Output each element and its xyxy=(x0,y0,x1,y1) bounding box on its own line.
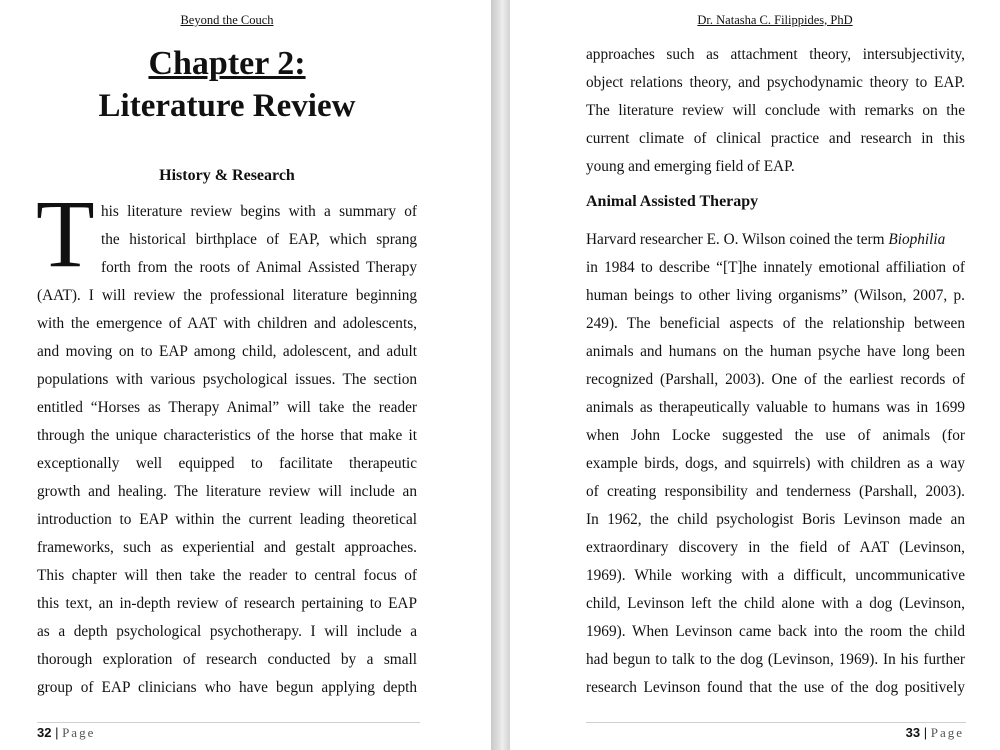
body-text-line: animals and humans on the human psyche have long been xyxy=(586,343,965,360)
section-heading-animal-assisted-therapy: Animal Assisted Therapy xyxy=(586,193,759,210)
body-text-line: this text, an in-depth review of research pertaining to EAP xyxy=(37,595,417,612)
page-number: 33 xyxy=(905,725,921,740)
body-text-line: (AAT). I will review the professional literature beginning xyxy=(37,287,417,304)
body-text-line: exceptionally well equipped to facilitate therapeutic xyxy=(37,455,417,472)
body-text-line: his literature review begins with a summary of xyxy=(101,203,417,220)
body-text-line: 249). The beneficial aspects of the relationship between xyxy=(586,315,965,332)
page-number-footer: 32 | Page xyxy=(37,725,96,740)
body-text-line: child, Levinson left the child alone with a dog (Levinson, xyxy=(586,595,965,612)
body-text-line: in 1984 to describe “[T]he innately emotional affiliation of xyxy=(586,259,965,276)
body-text-line: group of EAP clinicians who have begun applying depth xyxy=(37,679,417,696)
body-text-line: research Levinson found that the use of the dog positively xyxy=(586,679,965,696)
section-heading-history-research: History & Research xyxy=(159,167,295,184)
body-text-line: extraordinary discovery in the field of AAT (Levinson, xyxy=(586,539,965,556)
page-number-footer: 33 | Page xyxy=(905,725,964,740)
body-text-line: entitled “Horses as Therapy Animal” will take the reader xyxy=(37,399,417,416)
body-text-line: This chapter will then take the reader to central focus of xyxy=(37,567,417,584)
body-text-line: through the unique characteristics of the horse that make it xyxy=(37,427,417,444)
chapter-title: Literature Review xyxy=(98,88,356,124)
body-text-line: example birds, dogs, and squirrels) with children as a way xyxy=(586,455,965,472)
footer-divider xyxy=(37,722,420,723)
body-text-line xyxy=(586,230,965,250)
body-text-line: forth from the roots of Animal Assisted Therapy xyxy=(101,259,417,276)
body-text-line: approaches such as attachment theory, intersubjectivity, xyxy=(586,46,965,63)
book-spine-gutter xyxy=(491,0,510,750)
italic-term-biophilia: Biophilia xyxy=(888,231,946,248)
left-page xyxy=(0,0,491,750)
body-text-line: human beings to other living organisms” (Wilson, 2007, p. xyxy=(586,287,965,304)
body-text-line: object relations theory, and psychodynamic theory to EAP. xyxy=(586,74,965,91)
body-text-line: young and emerging field of EAP. xyxy=(586,158,795,175)
body-text-line: had begun to talk to the dog (Levinson, 1969). In his further xyxy=(586,651,965,668)
right-page xyxy=(510,0,1000,750)
body-text-line: recognized (Parshall, 2003). One of the earliest records of xyxy=(586,371,965,388)
body-text-line: when John Locke suggested the use of animals (for xyxy=(586,427,965,444)
body-text-line: In 1962, the child psychologist Boris Levinson made an xyxy=(586,511,965,528)
page-number: 32 xyxy=(37,725,52,740)
body-text-line: 1969). While working with a difficult, uncommunicative xyxy=(586,567,965,584)
running-head-author: Dr. Natasha C. Filippides, PhD xyxy=(697,13,853,27)
body-text-line: growth and healing. The literature review will include an xyxy=(37,483,417,500)
body-text-line: animals as therapeutically valuable to humans was in 1699 xyxy=(586,399,965,416)
drop-cap-letter: T xyxy=(36,180,95,287)
running-head-book-title: Beyond the Couch xyxy=(180,13,274,27)
body-text-line: current climate of clinical practice and research in this xyxy=(586,130,965,147)
body-text-line: frameworks, such as experiential and gestalt approaches. xyxy=(37,539,417,556)
body-text-line: of creating responsibility and tenderness (Parshall, 2003). xyxy=(586,483,965,500)
body-text-line: with the emergence of AAT with children and adolescents, xyxy=(37,315,417,332)
body-text-line: introduction to EAP within the current leading theoretical xyxy=(37,511,417,528)
body-text-line: populations with various psychological issues. The section xyxy=(37,371,417,388)
body-text-line: as a depth psychological psychotherapy. I will include a xyxy=(37,623,417,640)
body-text-segment: Harvard researcher E. O. Wilson coined the term xyxy=(586,231,889,248)
page-label: Page xyxy=(930,725,964,740)
body-text-line: The literature review will conclude with remarks on the xyxy=(586,102,965,119)
body-text-line: 1969). When Levinson came back into the room the child xyxy=(586,623,965,640)
body-text-line: and moving on to EAP among child, adolescent, and adult xyxy=(37,343,417,360)
footer-divider xyxy=(586,722,966,723)
body-text-line: the historical birthplace of EAP, which sprang xyxy=(101,231,417,248)
body-text-line: thorough exploration of research conducted by a small xyxy=(37,651,417,668)
chapter-number: Chapter 2: xyxy=(148,45,306,82)
page-label: Page xyxy=(62,725,96,740)
